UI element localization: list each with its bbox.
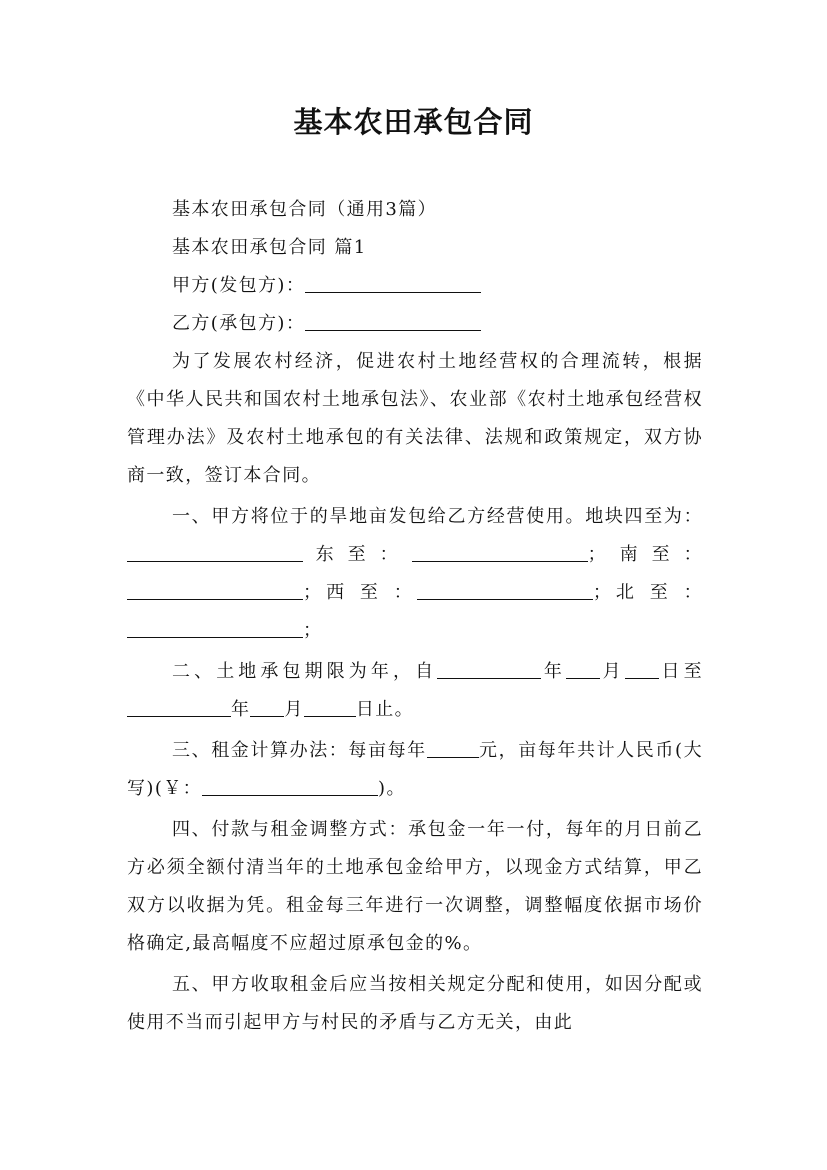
north-blank xyxy=(127,617,303,638)
heading: 基本农田承包合同（通用3篇） xyxy=(172,199,438,220)
end-day-blank xyxy=(304,696,356,717)
clause-3-text: 三、租金计算办法：每亩每年 xyxy=(172,740,427,761)
south-blank xyxy=(127,579,303,600)
end-month-blank xyxy=(250,696,284,717)
start-month-blank xyxy=(566,658,600,679)
year-label-2: 年 xyxy=(231,699,251,720)
document-body xyxy=(127,191,703,1042)
party-b-label: 乙方(承包方)： xyxy=(172,313,306,334)
party-a-line xyxy=(127,267,703,305)
west-label: ；西 至 ： xyxy=(303,582,417,603)
subheading: 基本农田承包合同 篇1 xyxy=(172,237,367,258)
party-a-label: 甲方(发包方)： xyxy=(172,275,306,296)
end-year-blank xyxy=(127,696,231,717)
clause-2 xyxy=(127,653,703,729)
start-day-blank xyxy=(625,658,659,679)
clause-1 xyxy=(127,498,703,650)
party-b-blank xyxy=(305,310,481,331)
clause-1-text: 一、甲方将位于的旱地亩发包给乙方经营使用。地块四至为： xyxy=(172,506,703,527)
party-a-blank xyxy=(305,272,481,293)
north-label: ；北 至 ： xyxy=(592,582,704,603)
rent-per-mu-blank xyxy=(427,737,479,758)
clause-1-end: ； xyxy=(303,620,323,641)
year-label-1: 年 xyxy=(541,661,566,682)
clause-5: 五、甲方收取租金后应当按相关规定分配和使用，如因分配或使用不当而引起甲方与村民的矛盾与乙方无关，由此 xyxy=(127,974,703,1033)
day-to-label: 日至 xyxy=(658,661,703,682)
day-end-label: 日止。 xyxy=(355,699,415,720)
east-label: 东至： xyxy=(303,544,412,565)
west-blank xyxy=(417,579,593,600)
total-amount-blank xyxy=(202,775,378,796)
clause-3-end: )。 xyxy=(378,778,406,799)
clause-3 xyxy=(127,732,703,808)
south-label: ；南至： xyxy=(587,544,703,565)
start-year-blank xyxy=(437,658,541,679)
intro-paragraph: 为了发展农村经济，促进农村土地经营权的合理流转，根据《中华人民共和国农村土地承包法》、农业部《农村土地承包经营权管理办法》及农村土地承包的有关法律、法规和政策规定，双方协商一致，签订本合同。 xyxy=(127,351,703,486)
document-title: 基本农田承包合同 xyxy=(293,105,534,139)
clause-4: 四、付款与租金调整方式：承包金一年一付，每年的月日前乙方必须全额付清当年的土地承包金给甲方，以现金方式结算，甲乙双方以收据为凭。租金每三年进行一次调整，调整幅度依据市场价格确定,最高幅度不应超过原承包金的%。 xyxy=(127,819,703,954)
clause-2-text: 二、土地承包期限为年，自 xyxy=(172,661,438,682)
yuan-label: 元，亩每年共计人民币(大写)(￥： xyxy=(127,740,704,799)
month-label-1: 月 xyxy=(599,661,625,682)
month-label-2: 月 xyxy=(284,699,304,720)
party-b-line xyxy=(127,305,703,343)
east-blank xyxy=(412,541,588,562)
boundary-blank xyxy=(127,541,303,562)
